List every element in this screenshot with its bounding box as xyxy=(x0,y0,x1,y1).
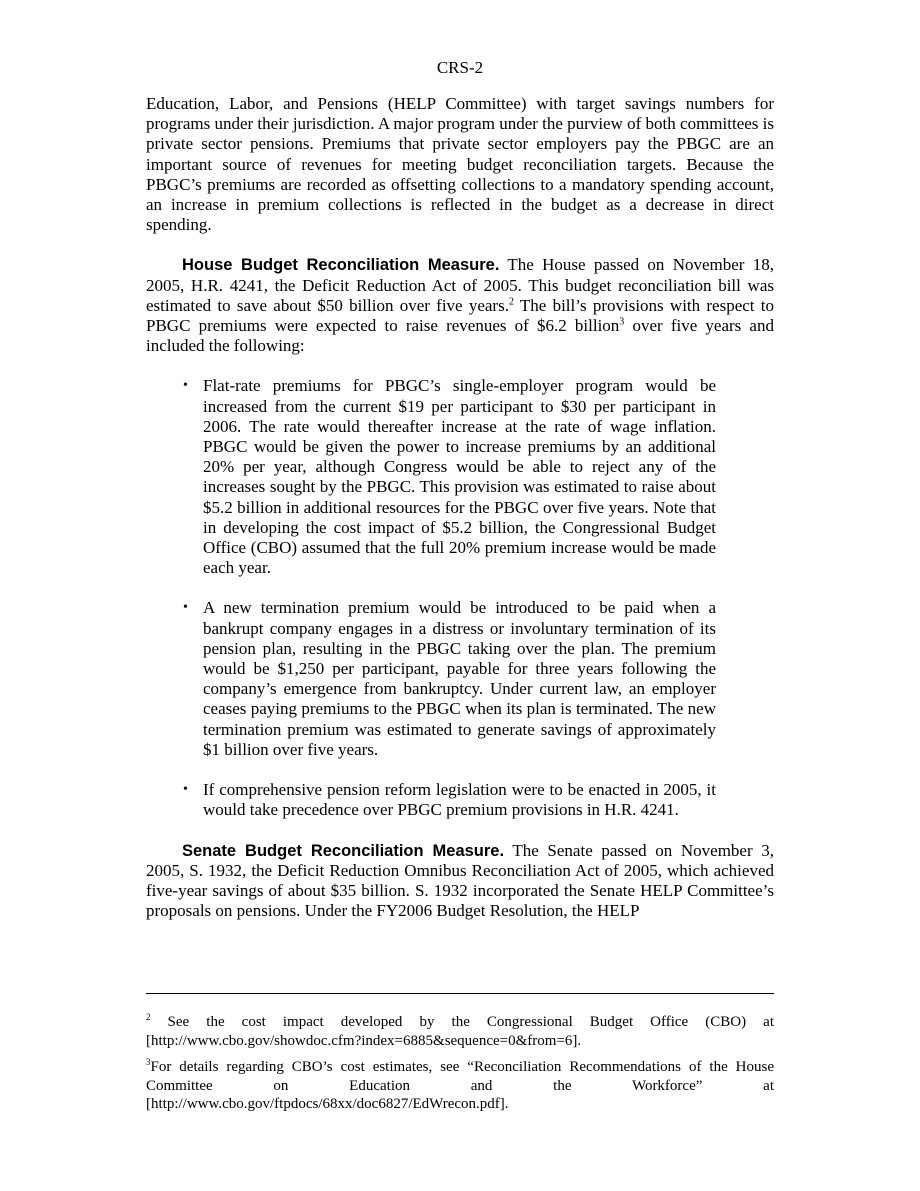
house-text-a: The House passed on November 18, 2005, H.R. 4241, the Deficit Reduction Act of 2005. This budget reconciliation bill was estimated to save about $50 billion over five years. xyxy=(146,255,774,315)
bullet-icon: • xyxy=(183,782,188,798)
house-heading: House Budget Reconciliation Measure. xyxy=(182,256,500,275)
footnote-3 xyxy=(146,1058,774,1114)
senate-text: The Senate passed on November 3, 2005, S. 1932, the Deficit Reduction Omnibus Reconciliation Act of 2005, which achieved five-year savings of about $35 billion. S. 1932 incorporated the Senate HELP Committee’s proposals on pensions. Under the FY2006 Budget Resolution, the HELP xyxy=(146,840,774,921)
footnote-divider xyxy=(146,993,774,994)
house-text-c: over five years and included the following: xyxy=(146,316,774,356)
list-item-text: A new termination premium would be introduced to be paid when a bankrupt company engages in a distress or involuntary termination of its pension plan, resulting in the PBGC taking over the plan. The premium would be $1,250 per participant, payable for three years following the company’s emergence from bankruptcy. Under current law, an employer ceases paying premiums to the PBGC when its plan is terminated. The new termination premium was estimated to generate savings of approximately $1 billion over five years. xyxy=(203,598,716,759)
page-header: CRS-2 xyxy=(436,58,484,77)
footnote-text: For details regarding CBO’s cost estimates, see “Reconciliation Recommendations of the House Committee on Education and the Workforce” at [http://www.cbo.gov/ftpdocs/68xx/doc6827/EdWrecon.pdf]. xyxy=(146,1059,774,1112)
footnote-mark: 2 xyxy=(146,1012,151,1022)
list-item xyxy=(183,376,716,578)
footnote-mark: 3 xyxy=(146,1057,151,1067)
footnote-text: See the cost impact developed by the Congressional Budget Office (CBO) at [http://www.cbo.gov/showdoc.cfm?index=6885&sequence=0&from=6]. xyxy=(146,1014,774,1049)
footnote-ref-2[interactable]: 2 xyxy=(508,296,514,308)
footnote-2 xyxy=(146,1013,774,1050)
list-item xyxy=(183,598,716,760)
footnotes xyxy=(146,1013,774,1122)
bullet-icon: • xyxy=(183,378,188,394)
list-item-text: If comprehensive pension reform legislation were to be enacted in 2005, it would take precedence over PBGC premium provisions in H.R. 4241. xyxy=(203,780,716,820)
intro-paragraph: Education, Labor, and Pensions (HELP Committee) with target savings numbers for programs under their jurisdiction. A major program under the purview of both committees is private sector pensions. Premiums that private sector employers pay the PBGC are an important source of revenues for meeting budget reconciliation targets. Because the PBGC’s premiums are recorded as offsetting collections to a mandatory spending account, an increase in premium collections is reflected in the budget as a decrease in direct spending. xyxy=(146,94,774,235)
list-item-text: Flat-rate premiums for PBGC’s single-employer program would be increased from the current $19 per participant to $30 per participant in 2006. The rate would thereafter increase at the rate of wage inflation. PBGC would be given the power to increase premiums by an additional 20% per year, although Congress would be able to reject any of the increases sought by the PBGC. This provision was estimated to raise about $5.2 billion in additional resources for the PBGC over five years. Note that in developing the cost impact of $5.2 billion, the Congressional Budget Office (CBO) assumed that the full 20% premium increase would be made each year. xyxy=(203,376,716,578)
list-item xyxy=(183,780,716,820)
senate-paragraph xyxy=(146,841,774,922)
document-body xyxy=(146,94,774,941)
footnote-ref-3[interactable]: 3 xyxy=(619,316,625,328)
bullet-icon: • xyxy=(183,600,188,616)
house-text-b: The bill’s provisions with respect to PBGC premiums were expected to raise revenues of $6.2 billion xyxy=(146,295,774,336)
house-paragraph xyxy=(146,255,774,356)
house-provisions-list xyxy=(146,376,774,820)
senate-heading: Senate Budget Reconciliation Measure. xyxy=(182,841,505,860)
